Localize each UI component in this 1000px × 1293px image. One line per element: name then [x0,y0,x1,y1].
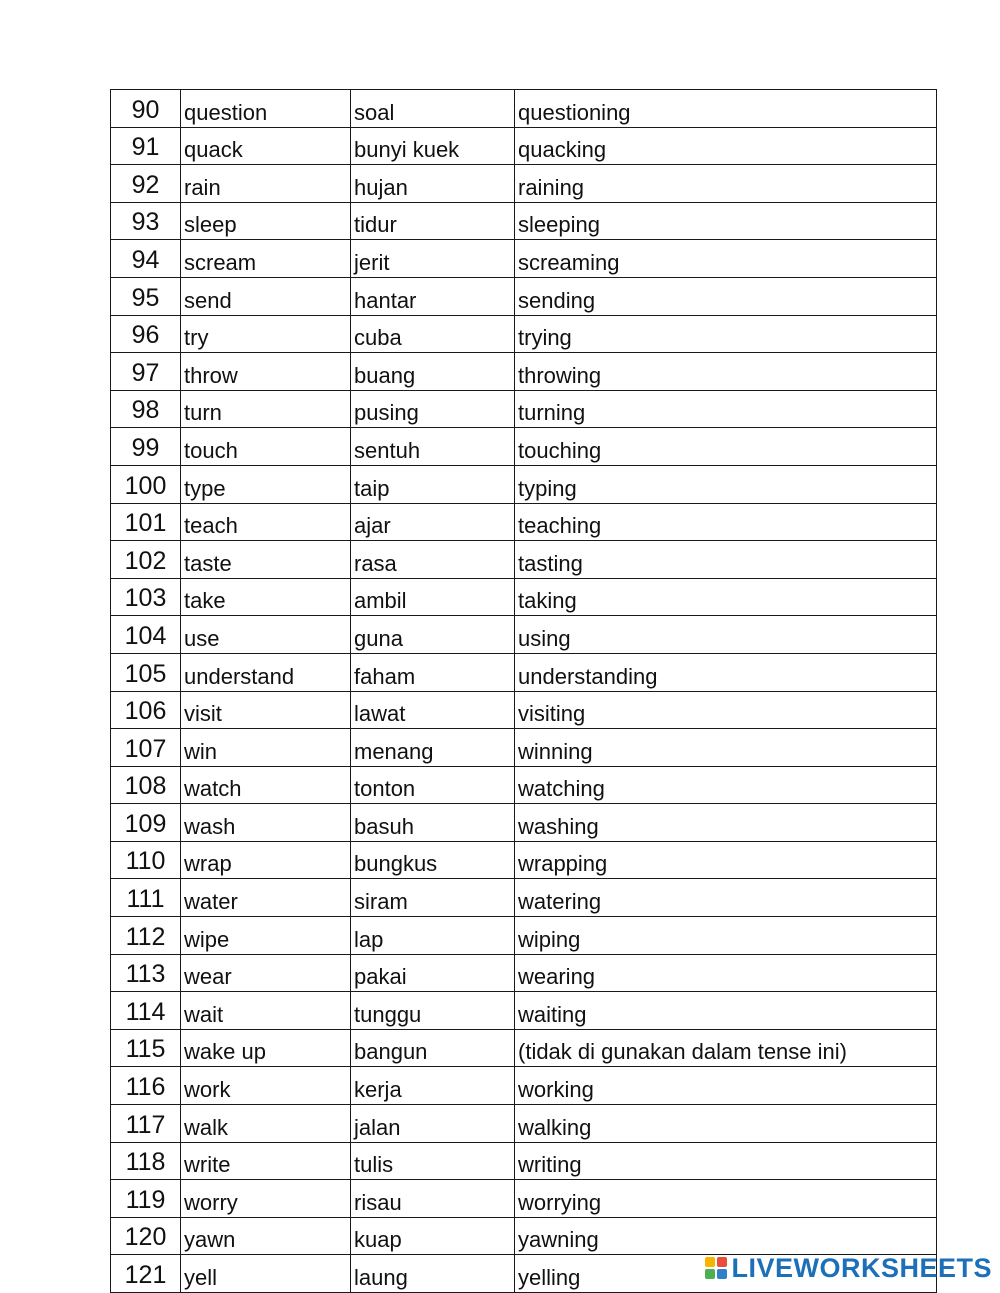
ing-form: (tidak di gunakan dalam tense ini) [515,1029,937,1067]
ing-form: wearing [515,954,937,992]
logo-square-2 [717,1257,727,1267]
malay-word: kerja [351,1067,515,1105]
ing-form: questioning [515,90,937,128]
vocabulary-table [110,89,937,1293]
table-row [111,240,937,278]
malay-word: taip [351,465,515,503]
english-word: sleep [181,202,351,240]
table-row [111,465,937,503]
table-row [111,729,937,767]
english-word: wash [181,804,351,842]
table-row [111,315,937,353]
table-row [111,578,937,616]
ing-form: worrying [515,1180,937,1218]
ing-form: watching [515,766,937,804]
english-word: worry [181,1180,351,1218]
malay-word: lap [351,917,515,955]
english-word: wrap [181,841,351,879]
ing-form: raining [515,165,937,203]
table-row [111,1105,937,1143]
row-number: 109 [111,804,181,842]
table-row [111,165,937,203]
malay-word: jerit [351,240,515,278]
ing-form: taking [515,578,937,616]
malay-word: pakai [351,954,515,992]
table-row [111,1217,937,1255]
ing-form: wrapping [515,841,937,879]
table-row [111,616,937,654]
english-word: quack [181,127,351,165]
table-row [111,277,937,315]
malay-word: siram [351,879,515,917]
english-word: taste [181,541,351,579]
ing-form: sleeping [515,202,937,240]
ing-form: trying [515,315,937,353]
row-number: 101 [111,503,181,541]
table-row [111,1029,937,1067]
logo-square-3 [705,1269,715,1279]
malay-word: menang [351,729,515,767]
row-number: 112 [111,917,181,955]
row-number: 100 [111,465,181,503]
english-word: win [181,729,351,767]
liveworksheets-brand [705,1253,992,1283]
malay-word: basuh [351,804,515,842]
ing-form: using [515,616,937,654]
ing-form: understanding [515,653,937,691]
ing-form: tasting [515,541,937,579]
row-number: 115 [111,1029,181,1067]
row-number: 106 [111,691,181,729]
english-word: take [181,578,351,616]
ing-form: turning [515,390,937,428]
malay-word: ajar [351,503,515,541]
row-number: 91 [111,127,181,165]
english-word: use [181,616,351,654]
row-number: 117 [111,1105,181,1143]
row-number: 119 [111,1180,181,1218]
row-number: 99 [111,428,181,466]
row-number: 92 [111,165,181,203]
ing-form: yelling [515,1255,937,1293]
table-row [111,503,937,541]
logo-square-4 [717,1269,727,1279]
ing-form: waiting [515,992,937,1030]
malay-word: soal [351,90,515,128]
brand-name: LIVEWORKSHEETS [731,1252,992,1283]
ing-form: watering [515,879,937,917]
table-row [111,766,937,804]
row-number: 118 [111,1142,181,1180]
english-word: walk [181,1105,351,1143]
table-row [111,428,937,466]
malay-word: laung [351,1255,515,1293]
ing-form: throwing [515,353,937,391]
ing-form: writing [515,1142,937,1180]
table-row [111,879,937,917]
english-word: work [181,1067,351,1105]
english-word: type [181,465,351,503]
table-row [111,841,937,879]
ing-form: screaming [515,240,937,278]
english-word: question [181,90,351,128]
table-row [111,992,937,1030]
ing-form: winning [515,729,937,767]
row-number: 121 [111,1255,181,1293]
table-row [111,653,937,691]
liveworksheets-logo-icon [705,1257,727,1279]
ing-form: touching [515,428,937,466]
ing-form: typing [515,465,937,503]
row-number: 96 [111,315,181,353]
malay-word: lawat [351,691,515,729]
row-number: 93 [111,202,181,240]
malay-word: jalan [351,1105,515,1143]
english-word: yawn [181,1217,351,1255]
row-number: 108 [111,766,181,804]
english-word: wait [181,992,351,1030]
malay-word: bungkus [351,841,515,879]
malay-word: faham [351,653,515,691]
malay-word: hantar [351,277,515,315]
ing-form: walking [515,1105,937,1143]
ing-form: teaching [515,503,937,541]
table-row [111,1180,937,1218]
malay-word: tunggu [351,992,515,1030]
row-number: 95 [111,277,181,315]
ing-form: yawning [515,1217,937,1255]
english-word: turn [181,390,351,428]
english-word: touch [181,428,351,466]
ing-form: visiting [515,691,937,729]
row-number: 114 [111,992,181,1030]
malay-word: rasa [351,541,515,579]
english-word: rain [181,165,351,203]
malay-word: ambil [351,578,515,616]
table-row [111,954,937,992]
table-row [111,1067,937,1105]
table-row [111,1142,937,1180]
vocabulary-table-body [111,90,937,1293]
table-row [111,90,937,128]
ing-form: working [515,1067,937,1105]
row-number: 113 [111,954,181,992]
english-word: yell [181,1255,351,1293]
english-word: understand [181,653,351,691]
row-number: 97 [111,353,181,391]
malay-word: sentuh [351,428,515,466]
row-number: 105 [111,653,181,691]
ing-form: sending [515,277,937,315]
table-row [111,390,937,428]
row-number: 104 [111,616,181,654]
row-number: 116 [111,1067,181,1105]
english-word: wear [181,954,351,992]
logo-square-1 [705,1257,715,1267]
row-number: 110 [111,841,181,879]
table-row [111,691,937,729]
row-number: 98 [111,390,181,428]
english-word: wake up [181,1029,351,1067]
english-word: send [181,277,351,315]
english-word: try [181,315,351,353]
english-word: throw [181,353,351,391]
english-word: wipe [181,917,351,955]
malay-word: guna [351,616,515,654]
table-row [111,804,937,842]
table-row [111,202,937,240]
malay-word: tonton [351,766,515,804]
row-number: 102 [111,541,181,579]
english-word: write [181,1142,351,1180]
table-row [111,541,937,579]
row-number: 90 [111,90,181,128]
english-word: visit [181,691,351,729]
row-number: 103 [111,578,181,616]
malay-word: tidur [351,202,515,240]
malay-word: bunyi kuek [351,127,515,165]
malay-word: buang [351,353,515,391]
malay-word: risau [351,1180,515,1218]
table-row [111,917,937,955]
malay-word: pusing [351,390,515,428]
row-number: 111 [111,879,181,917]
malay-word: kuap [351,1217,515,1255]
malay-word: bangun [351,1029,515,1067]
english-word: watch [181,766,351,804]
malay-word: hujan [351,165,515,203]
table-row [111,353,937,391]
ing-form: wiping [515,917,937,955]
ing-form: washing [515,804,937,842]
table-row [111,127,937,165]
malay-word: cuba [351,315,515,353]
ing-form: quacking [515,127,937,165]
row-number: 120 [111,1217,181,1255]
english-word: teach [181,503,351,541]
row-number: 94 [111,240,181,278]
row-number: 107 [111,729,181,767]
english-word: scream [181,240,351,278]
english-word: water [181,879,351,917]
malay-word: tulis [351,1142,515,1180]
